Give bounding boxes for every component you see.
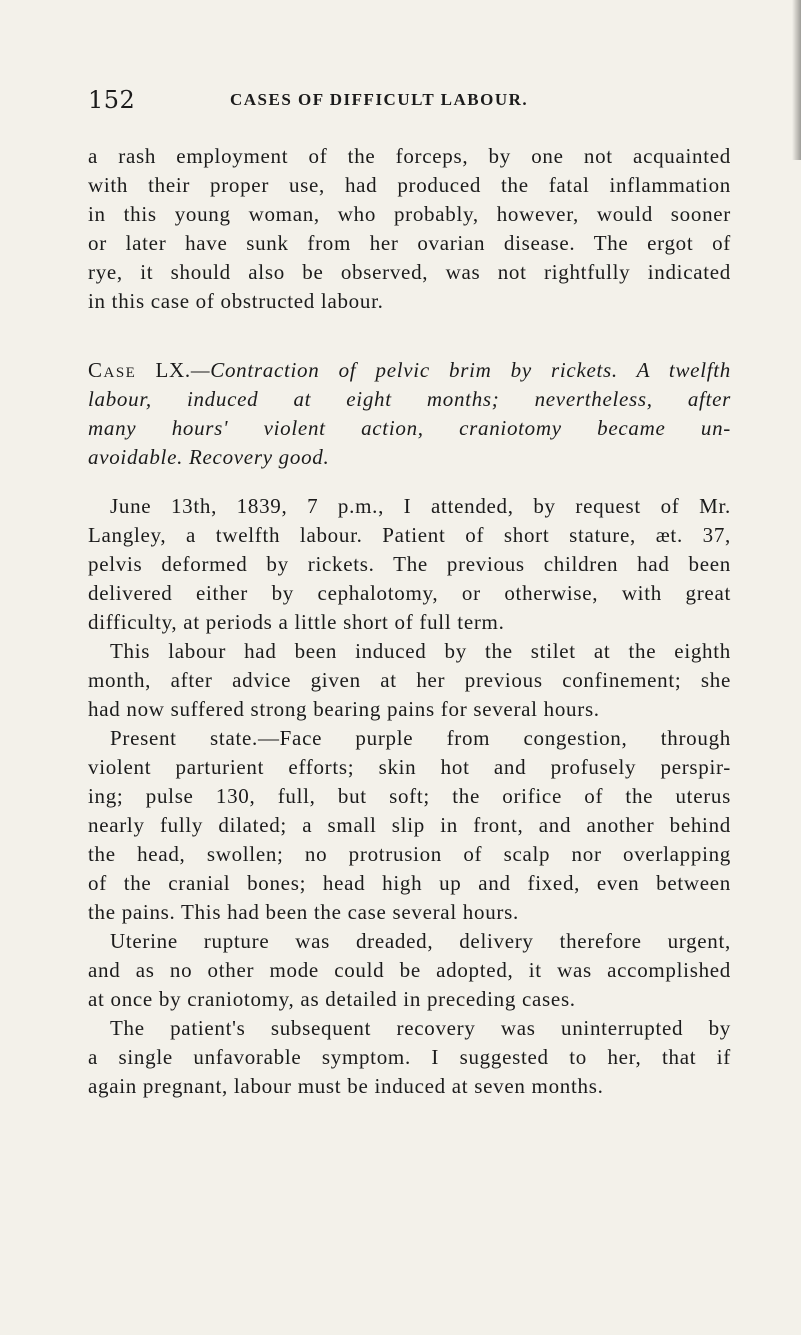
text-line: and as no other mode could be adopted, it was accomplished <box>88 958 731 982</box>
page-edge-shadow <box>792 0 801 160</box>
text-line: a rash employment of the forceps, by one not acquainted <box>88 144 731 168</box>
text-line: difficulty, at periods a little short of full term. <box>88 610 505 634</box>
text-line: or later have sunk from her ovarian disease. The ergot of <box>88 231 731 255</box>
case-heading <box>88 356 731 472</box>
report-paragraph <box>88 637 731 724</box>
text-line: in this case of obstructed labour. <box>88 289 384 313</box>
case-heading-line: many hours' violent action, craniotomy became un- <box>88 416 731 440</box>
text-line: Present state.—Face purple from congestion, through <box>110 726 731 750</box>
report-paragraph <box>88 927 731 1014</box>
case-heading-line <box>88 356 731 385</box>
text-line: month, after advice given at her previous confinement; she <box>88 668 731 692</box>
text-line: ing; pulse 130, full, but soft; the orifice of the uterus <box>88 784 731 808</box>
text-line: This labour had been induced by the stilet at the eighth <box>110 639 731 663</box>
report-paragraph <box>88 1014 731 1101</box>
running-title: CASES OF DIFFICULT LABOUR. <box>230 90 529 109</box>
page-header <box>88 86 728 116</box>
text-line: a single unfavorable symptom. I suggested to her, that if <box>88 1045 731 1069</box>
text-line: violent parturient efforts; skin hot and profusely perspir- <box>88 755 731 779</box>
case-title-segment: —Contraction of pelvic brim by rickets. A twelfth <box>190 358 731 382</box>
text-line: the head, swollen; no protrusion of scalp nor overlapping <box>88 842 731 866</box>
text-line: delivered either by cephalotomy, or otherwise, with great <box>88 581 731 605</box>
text-line: in this young woman, who probably, however, would sooner <box>88 202 731 226</box>
case-heading-line: labour, induced at eight months; nevertheless, after <box>88 387 731 411</box>
report-paragraph <box>88 724 731 927</box>
text-line: at once by craniotomy, as detailed in preceding cases. <box>88 987 576 1011</box>
report-paragraph <box>88 492 731 637</box>
opening-paragraph <box>88 142 731 316</box>
text-line: again pregnant, labour must be induced at seven months. <box>88 1074 604 1098</box>
text-line: nearly fully dilated; a small slip in front, and another behind <box>88 813 731 837</box>
case-heading-line: avoidable. Recovery good. <box>88 445 330 469</box>
text-line: rye, it should also be observed, was not rightfully indicated <box>88 260 731 284</box>
case-report <box>88 492 731 1101</box>
text-line: pelvis deformed by rickets. The previous children had been <box>88 552 731 576</box>
text-line: the pains. This had been the case several hours. <box>88 900 519 924</box>
text-line: had now suffered strong bearing pains for several hours. <box>88 697 600 721</box>
text-line: The patient's subsequent recovery was uninterrupted by <box>110 1016 731 1040</box>
text-line: Langley, a twelfth labour. Patient of short stature, æt. 37, <box>88 523 731 547</box>
case-number: LX. <box>155 358 191 382</box>
case-label: Case <box>88 358 137 382</box>
page-number: 152 <box>88 86 136 114</box>
text-line: with their proper use, had produced the fatal inflammation <box>88 173 731 197</box>
page-body <box>88 142 731 1101</box>
text-line: Uterine rupture was dreaded, delivery therefore urgent, <box>110 929 731 953</box>
text-line: of the cranial bones; head high up and fixed, even between <box>88 871 731 895</box>
text-line: June 13th, 1839, 7 p.m., I attended, by request of Mr. <box>110 494 731 518</box>
